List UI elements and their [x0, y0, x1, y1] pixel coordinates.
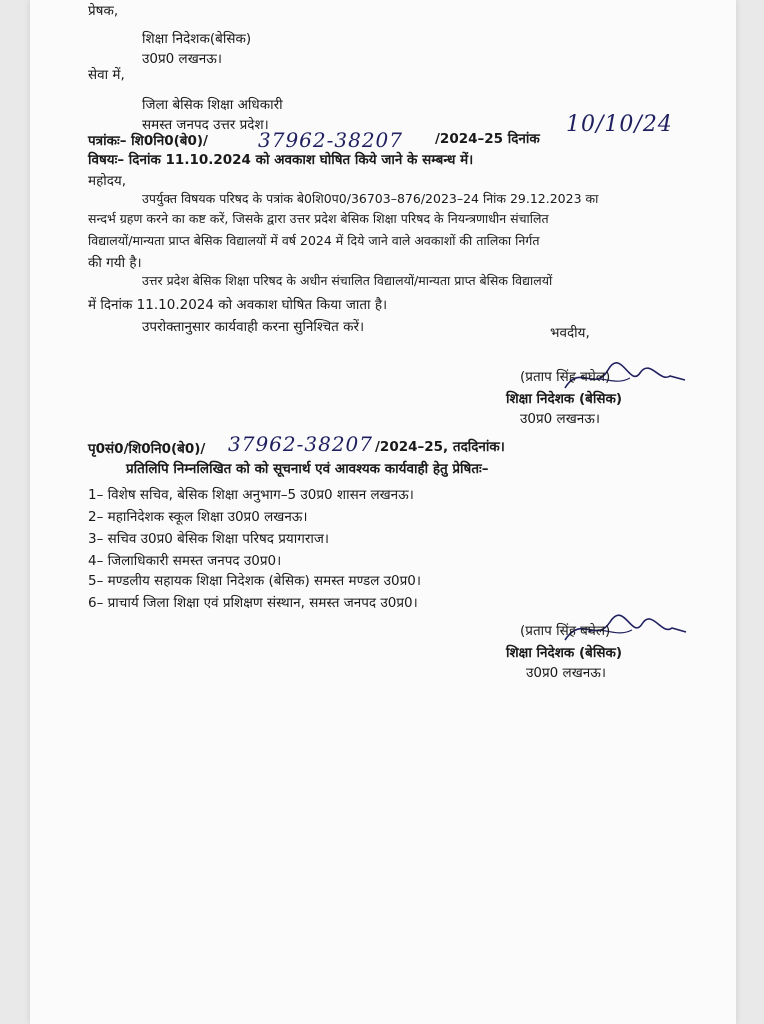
sender-designation: शिक्षा निदेशक(बेसिक): [142, 31, 252, 47]
endorsement-ref-suffix: /2024–25, तददिनांक।: [375, 439, 505, 455]
sender-label: प्रेषक,: [88, 3, 119, 19]
endorsement-recipient-5: 5– मण्डलीय सहायक शिक्षा निदेशक (बेसिक) समस्त मण्डल उ0प्र0।: [88, 573, 422, 589]
endorsement-recipient-4: 4– जिलाधिकारी समस्त जनपद उ0प्र0।: [88, 553, 282, 569]
recipient-place: समस्त जनपद उत्तर प्रदेश।: [142, 117, 269, 133]
letter-page: [30, 0, 736, 1024]
endorsement-recipient-1: 1– विशेष सचिव, बेसिक शिक्षा अनुभाग–5 उ0प्र0 शासन लखनऊ।: [88, 487, 414, 503]
signature-1-name: (प्रताप सिंह बघेल): [520, 369, 611, 385]
para2-line-1: उत्तर प्रदेश बेसिक शिक्षा परिषद के अधीन संचालित विद्यालयों/मान्यता प्राप्त बेसिक विद्यालयों: [142, 273, 553, 288]
para1-line-2: सन्दर्भ ग्रहण करने का कष्ट करें, जिसके द्वारा उत्तर प्रदेश बेसिक शिक्षा परिषद के नियन्त्रणाधीन संचालित: [88, 211, 549, 226]
closing: भवदीय,: [550, 325, 590, 341]
para2-line-2: में दिनांक 11.10.2024 को अवकाश घोषित किया जाता है।: [88, 297, 388, 313]
recipient-designation: जिला बेसिक शिक्षा अधिकारी: [142, 97, 283, 113]
endorsement-handwritten-number: 37962-38207: [228, 432, 374, 456]
endorsement-intro: प्रतिलिपि निम्नलिखित को को सूचनार्थ एवं आवश्यक कार्यवाही हेतु प्रेषितः–: [126, 461, 489, 477]
reference-year: /2024–25 दिनांक: [435, 131, 540, 147]
signature-2-place: उ0प्र0 लखनऊ।: [526, 665, 606, 681]
para1-line-1: उपर्युक्त विषयक परिषद के पत्रांक बे0शि0प0/36703–876/2023–24 निांक 29.12.2023 का: [142, 191, 599, 206]
para1-line-4: की गयी है।: [88, 255, 142, 271]
signature-1-designation: शिक्षा निदेशक (बेसिक): [506, 391, 622, 407]
endorsement-recipient-3: 3– सचिव उ0प्र0 बेसिक शिक्षा परिषद प्रयागराज।: [88, 531, 330, 547]
sender-place: उ0प्र0 लखनऊ।: [142, 51, 222, 67]
salutation: महोदय,: [88, 173, 127, 189]
signature-2-designation: शिक्षा निदेशक (बेसिक): [506, 645, 622, 661]
endorsement-ref-label: पृ0सं0/शि0नि0(बे0)/: [88, 441, 206, 457]
reference-handwritten-number: 37962-38207: [258, 128, 404, 152]
endorsement-recipient-6: 6– प्राचार्य जिला शिक्षा एवं प्रशिक्षण संस्थान, समस्त जनपद उ0प्र0।: [88, 595, 418, 611]
reference-handwritten-date: 10/10/24: [566, 112, 673, 137]
para3: उपरोक्तानुसार कार्यवाही करना सुनिश्चित करें।: [142, 319, 365, 335]
endorsement-recipient-2: 2– महानिदेशक स्कूल शिक्षा उ0प्र0 लखनऊ।: [88, 509, 308, 525]
signature-2-name: (प्रताप सिंह बघेल): [520, 623, 611, 639]
reference-label: पत्रांकः– शि0नि0(बे0)/: [88, 133, 208, 149]
signature-1-place: उ0प्र0 लखनऊ।: [520, 411, 600, 427]
para1-line-3: विद्यालयों/मान्यता प्राप्त बेसिक विद्यालयों में वर्ष 2024 में दिये जाने वाले अवकाशों की तालिका निर्गत: [88, 233, 540, 248]
subject-line: विषयः– दिनांक 11.10.2024 को अवकाश घोषित किये जाने के सम्बन्ध में।: [88, 152, 474, 168]
recipient-label: सेवा में,: [88, 67, 125, 83]
